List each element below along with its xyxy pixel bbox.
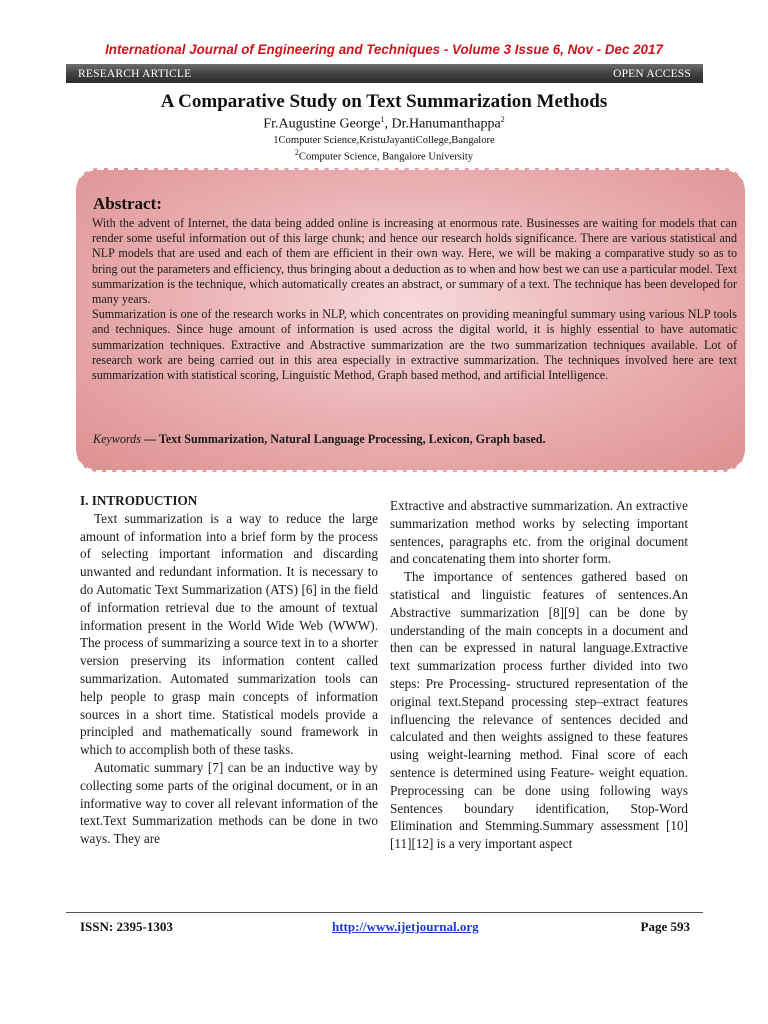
abstract-paragraph-2: Summarization is one of the research works in NLP, which concentrates on providing meaningful summary using various NLP tools and techniques. Since huge amount of information is used across the digital world, it is highly essential to have automatic summarization techniques. Extractive and Abstractive summarization are the two summarization techniques available. Lot of research work are being carried out in this area especially in extractive summarization. The techniques involved here are text summarization with statistical scoring, Linguistic Method, Graph based method, and artificial Intelligence. — [92, 307, 737, 383]
issn-label: ISSN: 2395-1303 — [80, 919, 173, 934]
author-line — [0, 115, 768, 133]
body-paragraph: Text summarization is a way to reduce the large amount of information into a brief form by the process of selecting important information and discarding unwanted and redundant information. It is necessary to do Automatic Text Summarization (ATS) [6] in the field of information retrieval due to the amount of textual information present in the World Wide Web (WWW). The process of summarizing a source text in to a shorter version preserving its information content called summarization. Automated summarization tools can help people to grasp main concepts of information sources in a short time. Statistical models provide a principled and mathematically sound framework in which to accomplish both of these tasks. — [80, 510, 378, 758]
affiliation-2: Computer Science, Bangalore University — [298, 151, 474, 163]
keywords-line — [93, 432, 733, 447]
author-2-marker: 2 — [500, 115, 505, 124]
affiliation-2-marker: 2 — [294, 148, 299, 157]
footer-divider — [66, 912, 703, 913]
author-1-marker: 1 — [380, 115, 385, 124]
keywords-dash: — — [140, 432, 159, 446]
journal-header: International Journal of Engineering and Techniques - Volume 3 Issue 6, Nov - Dec 2017 — [105, 42, 663, 57]
abstract-heading: Abstract: — [93, 194, 162, 213]
author-1: Fr.Augustine George — [263, 116, 381, 132]
abstract-paragraph-1: With the advent of Internet, the data being added online is increasing at enormous rate. Businesses are waiting for models that can render some useful information out of this large chunk; and hence our research holds significance. There are various statistical and NLP models that are used and each of them are efficient in their own way. Here, we will be making a comparative study so as to bring out the parameters and efficiency, thus bringing about a deduction as to when and how best we can use a particular model. Text summarization is the technique, which automatically creates an abstract, or summary of a text. The technique has been developed for many years. — [92, 216, 737, 307]
article-type-label: RESEARCH ARTICLE — [78, 67, 192, 80]
keywords-list: Text Summarization, Natural Language Processing, Lexicon, Graph based. — [158, 432, 546, 446]
author-separator: , — [384, 116, 392, 132]
article-type-bar — [66, 64, 703, 83]
affiliation-2-line — [0, 148, 768, 163]
body-paragraph: The importance of sentences gathered based on statistical and linguistic features of sentences.An Abstractive summarization [8][9] can be done by understanding of the main concepts in a document and then can be expressed in natural language.Extractive text summarization process further divided into two steps: Pre Processing- structured representation of the original text.Stepand processing step–extract features influencing the relevance of sentences decided and calculated and then weights assigned to these features using weight-learning method. Final score of each sentence is determined using Feature- weight equation. Preprocessing can be done using following ways Sentences boundary identification, Stop-Word Elimination and Stemming.Summary assessment [10][11][12] is a very important aspect — [390, 569, 688, 852]
author-2: Dr.Hanumanthappa — [391, 116, 501, 132]
body-column-left — [80, 492, 378, 848]
page-number: Page 593 — [640, 919, 690, 934]
body-paragraph: Extractive and abstractive summarization. An extractive summarization method works by selecting important sentences, paragraphs etc. from the original document and concatenating them into shorter form. — [390, 498, 688, 567]
paper-title: A Comparative Study on Text Summarization Methods — [160, 91, 608, 112]
page-footer — [80, 919, 690, 937]
open-access-label: OPEN ACCESS — [613, 67, 691, 80]
keywords-label: Keywords — [93, 432, 141, 446]
journal-url-link[interactable]: http://www.ijetjournal.org — [332, 919, 479, 934]
body-paragraph: Automatic summary [7] can be an inductive way by collecting some parts of the original document, or in an informative way to cover all relevant information of the text.Text Summarization methods can be done in two ways. They are — [80, 759, 378, 847]
section-heading-introduction: I. INTRODUCTION — [80, 493, 198, 508]
body-column-right — [390, 497, 688, 853]
affiliation-1: 1Computer Science,KristuJayantiCollege,Bangalore — [273, 135, 495, 146]
abstract-text — [92, 216, 737, 383]
